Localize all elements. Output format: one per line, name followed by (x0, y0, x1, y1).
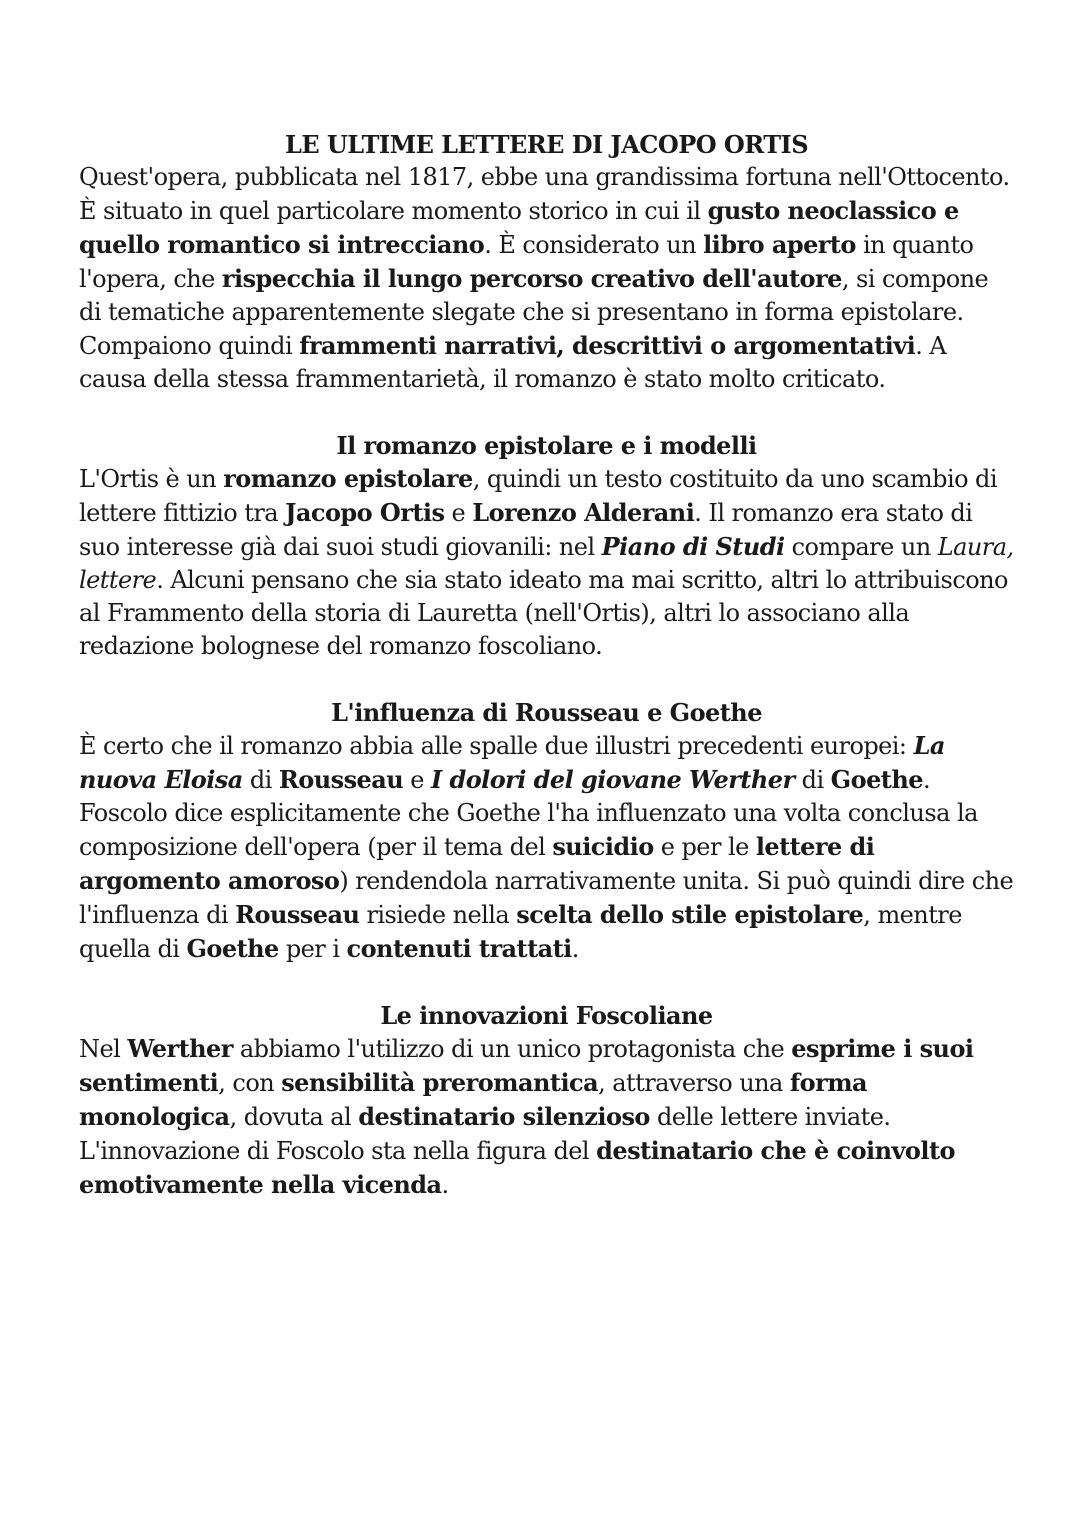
bold-text: Rousseau (235, 900, 360, 929)
section-title: Il romanzo epistolare e i modelli (336, 431, 757, 460)
text-run: in quanto l'opera, che (79, 231, 974, 293)
text-run: . (441, 1171, 449, 1199)
section-paragraph (79, 161, 1014, 396)
section-title: Le innovazioni Foscoliane (380, 1001, 713, 1030)
document-page (79, 128, 1014, 1202)
bold-text: Werther (127, 1034, 233, 1063)
text-run: . È considerato un (484, 231, 704, 259)
bold-text: romanzo epistolare (223, 464, 473, 493)
section-innovazioni (79, 999, 1014, 1202)
bold-text: contenuti trattati (346, 934, 572, 963)
section-influenza (79, 696, 1014, 966)
section-romanzo-epistolare (79, 429, 1014, 663)
text-run: e (403, 766, 431, 794)
text-run: di (794, 766, 831, 794)
text-run: compare un (784, 533, 938, 561)
text-run: È certo che il romanzo abbia alle spalle due illustri precedenti europei: (79, 732, 914, 760)
text-run: Nel (79, 1035, 128, 1063)
section-title: L'influenza di Rousseau e Goethe (331, 698, 762, 727)
bold-text: sensibilità preromantica (281, 1068, 599, 1097)
section-paragraph (79, 462, 1014, 663)
text-run: . A causa della stessa frammentarietà, il romanzo è stato molto criticato. (79, 332, 947, 393)
bold-text: rispecchia il lungo percorso creativo dell'autore (221, 264, 842, 293)
text-run: . Foscolo dice esplicitamente che Goethe l'ha influenzato una volta conclusa la composizione dell'opera (per il tema del (79, 766, 978, 861)
text-run: Quest'opera, pubblicata nel 1817, ebbe una grandissima fortuna nell'Ottocento. È situato in quel particolare momento storico in cui il (79, 163, 1010, 225)
bold-text: frammenti narrativi, descrittivi o argomentativi (299, 331, 916, 360)
bold-text: scelta dello stile epistolare (516, 900, 864, 929)
bold-text: destinatario silenzioso (358, 1102, 650, 1131)
text-run: . Il romanzo era stato di suo interesse già dai suoi studi giovanili: nel (79, 499, 973, 561)
text-run: , con (218, 1069, 282, 1097)
text-run: abbiamo l'utilizzo di un unico protagonista che (232, 1035, 792, 1063)
text-run: e per le (653, 833, 756, 861)
text-run: di (242, 766, 279, 794)
section-paragraph (79, 729, 1014, 966)
text-run: . Alcuni pensano che sia stato ideato ma mai scritto, altri lo attribuiscono al Frammento della storia di Lauretta (nell'Ortis), altri lo associano alla redazione bolognese del romanzo foscoliano. (79, 566, 1008, 660)
bold-text: Jacopo Ortis (285, 498, 445, 527)
bold-text: Lorenzo Alderani (472, 498, 695, 527)
text-run: , si compone di tematiche apparentemente slegate che si presentano in forma epistolare. Compaiono quindi (79, 265, 989, 360)
text-run: per i (278, 935, 347, 963)
bold-text: Goethe (186, 934, 279, 963)
text-run: . (571, 935, 579, 963)
bold-text: gusto neoclassico e quello romantico si intrecciano (79, 196, 959, 259)
section-paragraph (79, 1032, 1014, 1202)
text-run: , attraverso una (598, 1069, 790, 1097)
bold-text: destinatario che è coinvolto emotivamente nella vicenda (79, 1136, 955, 1199)
text-run: risiede nella (359, 901, 517, 929)
section-ortis (79, 128, 1014, 396)
bold-text: esprime i suoi sentimenti (79, 1034, 974, 1097)
text-run: , quindi un testo costituito da uno scambio di lettere fittizio tra (79, 465, 997, 527)
text-run: L'Ortis è un (79, 465, 224, 493)
bold-text: Rousseau (278, 765, 404, 794)
bold-text: lettere di argomento amoroso (79, 832, 875, 895)
text-run: , dovuta al (229, 1103, 359, 1131)
text-run: delle lettere inviate. L'innovazione di Foscolo sta nella figura del (79, 1103, 891, 1165)
bold-text: Goethe (830, 765, 923, 794)
bold-text: forma monologica (79, 1068, 868, 1131)
bold-text: suicidio (552, 832, 654, 861)
italic-text: Laura, lettere (79, 533, 1014, 594)
text-run: , mentre quella di (79, 901, 962, 963)
text-run: e (444, 499, 473, 527)
text-run: ) rendendola narrativamente unita. Si può quindi dire che l'influenza di (79, 867, 1014, 929)
bold-italic-text: Piano di Studi (601, 532, 785, 561)
section-title: LE ULTIME LETTERE DI JACOPO ORTIS (285, 130, 808, 159)
bold-text: libro aperto (703, 230, 856, 259)
bold-italic-text: I dolori del giovane Werther (430, 765, 795, 794)
bold-italic-text: La nuova Eloisa (79, 731, 945, 794)
